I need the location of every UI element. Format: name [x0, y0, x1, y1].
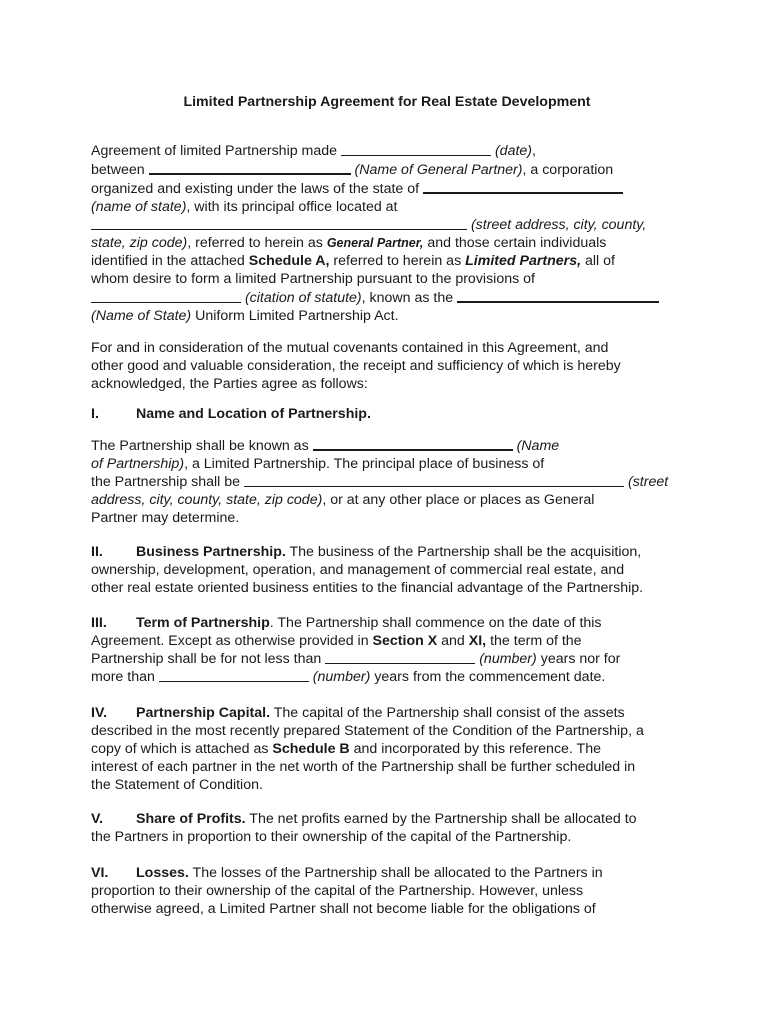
intro-line: [91, 288, 683, 307]
section-4: [91, 704, 683, 794]
schedule-b-term: Schedule B: [272, 741, 350, 757]
general-partner-blank[interactable]: [149, 160, 351, 175]
section-text: copy of which is attached as: [91, 741, 269, 757]
address-hint: (street address, city, county,: [470, 217, 647, 233]
section-number: V.: [91, 811, 104, 827]
consideration-line: acknowledged, the Parties agree as follows:: [91, 376, 368, 392]
section-line: the Partners in proportion to their ownership of the capital of the Partnership.: [91, 829, 572, 845]
section-text: The net profits earned by the Partnership shall be allocated to: [249, 811, 637, 827]
section-line: [91, 864, 683, 882]
section-heading: Partnership Capital.: [136, 705, 271, 721]
address-hint: state, zip code): [91, 235, 188, 251]
section-line: described in the most recently prepared Statement of the Condition of the Partnership, a: [91, 723, 644, 739]
section-text: The losses of the Partnership shall be allocated to the Partners in: [192, 865, 603, 881]
consideration-paragraph: [91, 339, 683, 393]
section-heading: Losses.: [136, 865, 189, 881]
document-title: Limited Partnership Agreement for Real Estate Development: [183, 94, 591, 110]
section-line: interest of each partner in the net worth of the Partnership shall be further scheduled in: [91, 759, 636, 775]
section-text: Partner may determine.: [91, 510, 240, 526]
section-xi-term: XI,: [468, 633, 487, 649]
section-5: [91, 810, 683, 846]
intro-line: [91, 160, 683, 179]
intro-text: Agreement of limited Partnership made: [91, 143, 338, 159]
intro-line: [91, 234, 683, 252]
section-number: I.: [91, 406, 99, 422]
section-line: [91, 543, 683, 561]
partnership-name-hint: of Partnership): [91, 456, 185, 472]
section-text: , a Limited Partnership. The principal place of business of: [184, 456, 545, 472]
section-line: ownership, development, operation, and management of commercial real estate, and: [91, 562, 625, 578]
section-line: otherwise agreed, a Limited Partner shall not become liable for the obligations of: [91, 901, 596, 917]
section-text: , or at any other place or places as General: [322, 492, 595, 508]
section-text: years nor for: [540, 651, 621, 667]
section-2: [91, 543, 683, 597]
section-number: VI.: [91, 865, 109, 881]
date-blank[interactable]: [341, 142, 491, 156]
section-line: [91, 704, 683, 722]
section-text: and: [441, 633, 465, 649]
section-heading: Share of Profits.: [136, 811, 246, 827]
intro-text: and those certain individuals: [427, 235, 607, 251]
intro-paragraph: [91, 142, 683, 325]
number-hint: (number): [312, 669, 371, 685]
intro-line: [91, 179, 683, 198]
intro-text: between: [91, 162, 145, 178]
section-line: [91, 509, 683, 527]
intro-text: , with its principal office located at: [186, 199, 398, 215]
min-years-blank[interactable]: [325, 650, 475, 664]
intro-line: [91, 270, 683, 288]
section-text: The capital of the Partnership shall consist of the assets: [273, 705, 625, 721]
section-text: the Partnership shall be: [91, 474, 241, 490]
section-line: [91, 632, 683, 650]
state-hint: (name of state): [91, 199, 187, 215]
section-text: the term of the: [490, 633, 582, 649]
section-1-body: [91, 436, 683, 527]
general-partner-hint: (Name of General Partner): [354, 162, 523, 178]
section-text: years from the commencement date.: [374, 669, 606, 685]
intro-text: referred to herein as: [333, 253, 462, 269]
section-line: [91, 740, 683, 758]
section-text: . The Partnership shall commence on the date of this: [269, 615, 602, 631]
section-text: The business of the Partnership shall be the acquisition,: [289, 544, 642, 560]
address-hint: address, city, county, state, zip code): [91, 492, 323, 508]
state-name-hint: (Name of State): [91, 308, 192, 324]
section-heading: Business Partnership.: [136, 544, 286, 560]
section-line: proportion to their ownership of the capital of the Partnership. However, unless: [91, 883, 584, 899]
intro-line: [91, 142, 683, 160]
section-text: The Partnership shall be known as: [91, 438, 309, 454]
state-name-blank[interactable]: [457, 288, 659, 303]
intro-line: [91, 307, 683, 325]
section-line: [91, 436, 683, 455]
section-number: IV.: [91, 705, 108, 721]
intro-text: organized and existing under the laws of the state of: [91, 181, 420, 197]
address-blank[interactable]: [91, 216, 467, 230]
section-number: III.: [91, 615, 107, 631]
schedule-a-term: Schedule A,: [248, 253, 330, 269]
intro-text: identified in the attached: [91, 253, 245, 269]
section-text: more than: [91, 669, 155, 685]
section-1-heading: [91, 405, 683, 423]
partnership-name-blank[interactable]: [313, 436, 513, 451]
intro-text: , referred to herein as: [187, 235, 323, 251]
section-line: [91, 614, 683, 632]
intro-text: whom desire to form a limited Partnership pursuant to the provisions of: [91, 271, 535, 287]
principal-place-blank[interactable]: [244, 473, 624, 487]
partnership-name-hint: (Name: [516, 438, 560, 454]
intro-text: all of: [584, 253, 615, 269]
section-line: the Statement of Condition.: [91, 777, 263, 793]
section-number: II.: [91, 544, 103, 560]
section-line: [91, 491, 683, 509]
street-hint: (street: [627, 474, 669, 490]
section-text: and incorporated by this reference. The: [353, 741, 602, 757]
intro-text: Uniform Limited Partnership Act.: [195, 308, 399, 324]
section-line: [91, 810, 683, 828]
section-line: [91, 668, 683, 686]
section-line: other real estate oriented business entities to the financial advantage of the Partnership.: [91, 580, 644, 596]
date-hint: (date): [494, 143, 533, 159]
section-text: Agreement. Except as otherwise provided in: [91, 633, 369, 649]
limited-partners-term: Limited Partners,: [465, 253, 582, 269]
intro-line: [91, 198, 683, 216]
section-text: Partnership shall be for not less than: [91, 651, 322, 667]
intro-text: , known as the: [361, 290, 454, 306]
consideration-line: other good and valuable consideration, the receipt and sufficiency of which is hereby: [91, 358, 621, 374]
intro-text: ,: [532, 143, 536, 159]
intro-line: [91, 216, 683, 234]
section-3: [91, 614, 683, 686]
statute-hint: (citation of statute): [244, 290, 362, 306]
section-line: [91, 455, 683, 473]
intro-line: [91, 252, 683, 270]
section-x-term: Section X: [372, 633, 438, 649]
consideration-line: For and in consideration of the mutual covenants contained in this Agreement, and: [91, 340, 609, 356]
intro-text: , a corporation: [522, 162, 614, 178]
number-hint: (number): [479, 651, 537, 667]
statute-blank[interactable]: [91, 289, 241, 303]
general-partner-term: General Partner,: [326, 236, 424, 250]
section-line: [91, 650, 683, 668]
section-heading: Name and Location of Partnership.: [136, 406, 371, 422]
max-years-blank[interactable]: [159, 668, 309, 682]
state-blank[interactable]: [423, 179, 623, 194]
section-6: [91, 864, 683, 918]
section-heading: Term of Partnership: [136, 615, 270, 631]
section-line: [91, 473, 683, 491]
